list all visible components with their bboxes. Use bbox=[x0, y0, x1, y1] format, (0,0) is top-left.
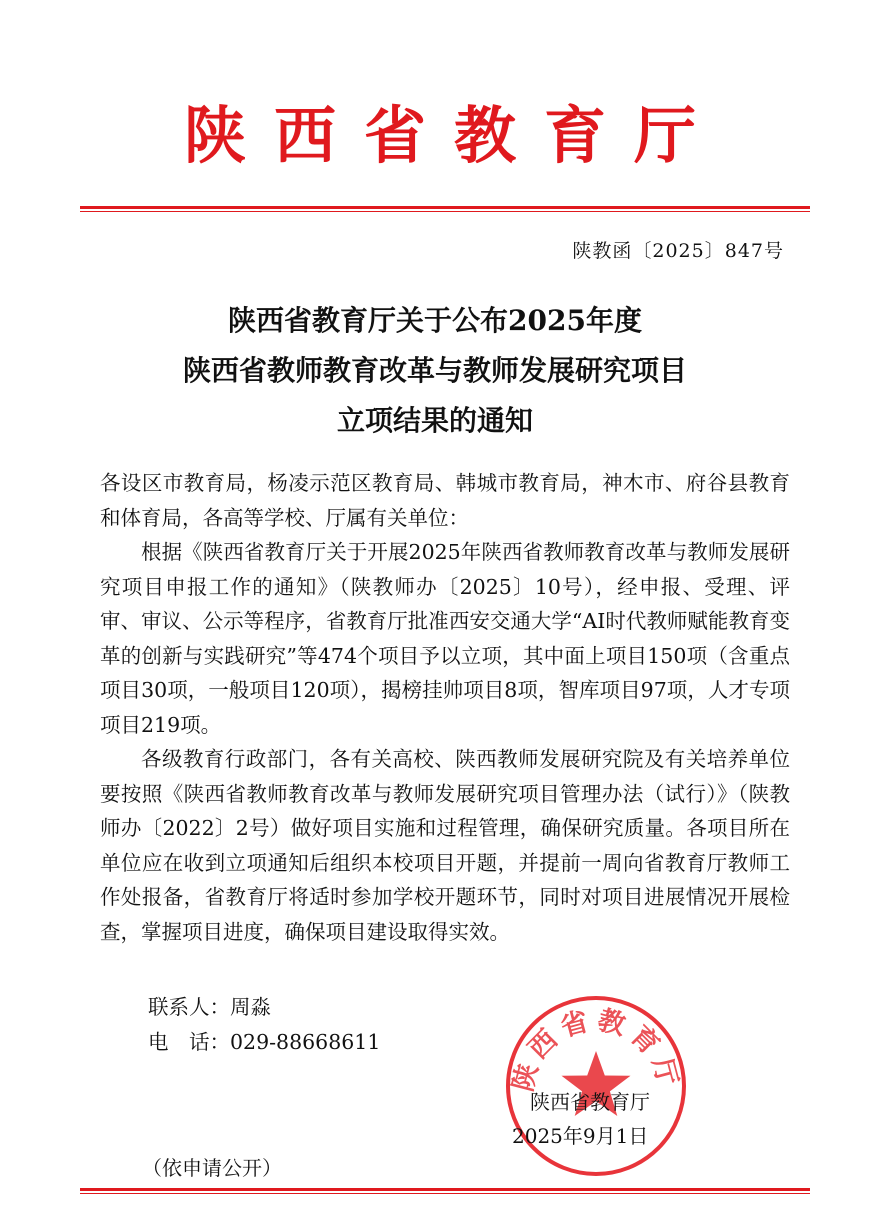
header-rule-thin bbox=[80, 211, 810, 212]
header-rule-thick bbox=[80, 206, 810, 209]
seal-text: 陕西省教育厅 bbox=[507, 1004, 685, 1095]
addressee: 各设区市教育局，杨凌示范区教育局、韩城市教育局，神木市、府谷县教育和体育局，各高等学校、厅属有关单位： bbox=[100, 471, 790, 530]
signing-organization: 陕西省教育厅 bbox=[530, 1090, 650, 1114]
contact-person: 联系人：周淼 bbox=[148, 995, 271, 1019]
org-header: 陕西省教育厅 bbox=[183, 99, 724, 172]
title-line-2: 陕西省教师教育改革与教师发展研究项目 bbox=[182, 354, 687, 387]
title-line-1: 陕西省教育厅关于公布2025年度 bbox=[228, 304, 642, 337]
body-paragraph-2: 各级教育行政部门，各有关高校、陕西教师发展研究院及有关培养单位要按照《陕西省教师教育改革与教师发展研究项目管理办法（试行）》（陕教师办〔2022〕2号）做好项目实施和过程管理，确保研究质量。各项目所在单位应在收到立项通知后组织本校项目开题，并提前一周向省教育厅教师工作处报备，省教育厅将适时参加学校开题环节，同时对项目进展情况开展检查，掌握项目进度，确保项目建设取得实效。 bbox=[100, 747, 790, 944]
title-line-3: 立项结果的通知 bbox=[336, 404, 533, 437]
footer-rule-thick bbox=[80, 1188, 810, 1191]
contact-phone: 电 话：029-88668611 bbox=[148, 1030, 381, 1054]
footer-rule-thin bbox=[80, 1193, 810, 1194]
document-title bbox=[70, 296, 800, 446]
document-number: 陕教函〔2025〕847号 bbox=[572, 240, 784, 262]
body-paragraph-1: 根据《陕西省教育厅关于开展2025年陕西省教师教育改革与教师发展研究项目申报工作的通知》（陕教师办〔2025〕10号），经申报、受理、评审、审议、公示等程序，省教育厅批准西安交通大学“AI时代教师赋能教育变革的创新与实践研究”等474个项目予以立项，其中面上项目150项（含重点项目30项，一般项目120项），揭榜挂帅项目8项，智库项目97项，人才专项项目219项。 bbox=[100, 540, 790, 737]
disclosure-note: （依申请公开） bbox=[142, 1156, 282, 1180]
signing-date: 2025年9月1日 bbox=[512, 1124, 649, 1148]
document-body bbox=[100, 466, 790, 949]
